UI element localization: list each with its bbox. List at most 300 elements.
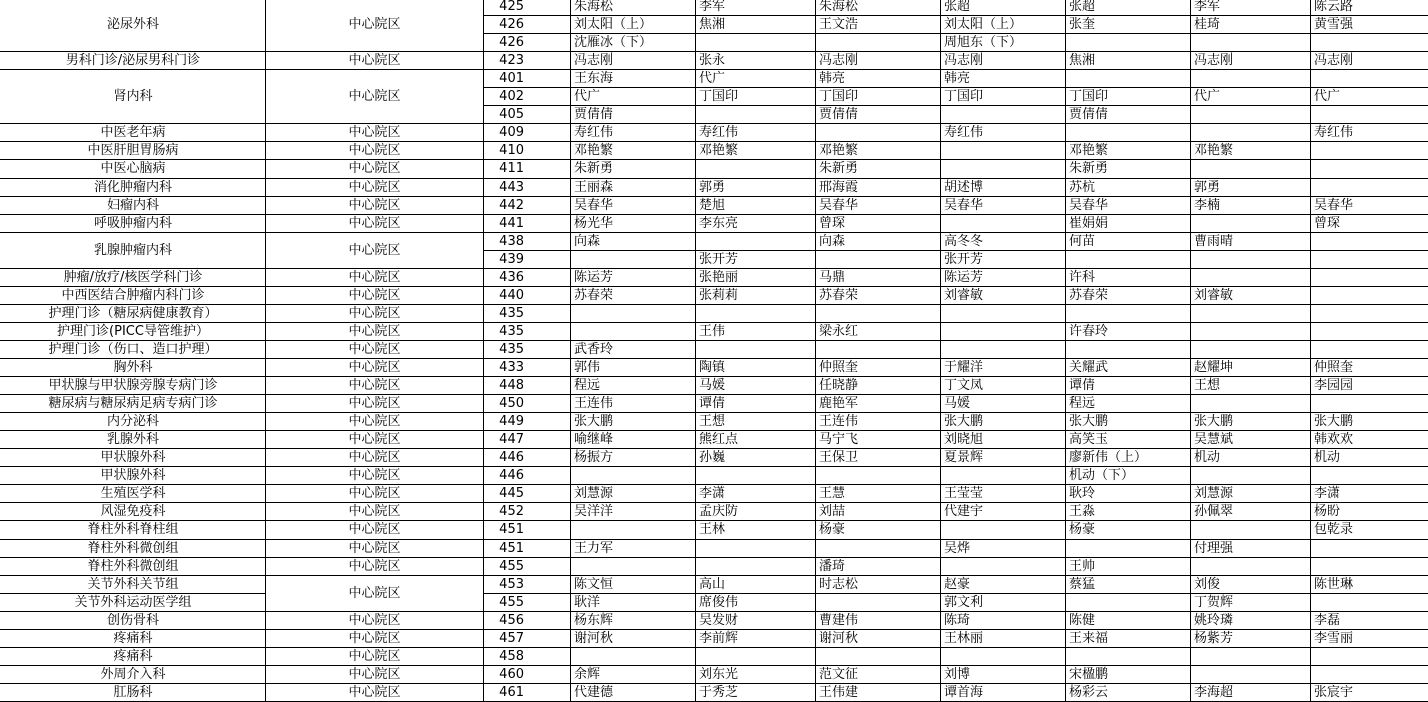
department-cell: 糖尿病与糖尿病足病专病门诊 <box>48 396 218 411</box>
doctor-cell: 王来福 <box>1069 631 1109 646</box>
doctor-cell: 程远 <box>1069 396 1096 411</box>
doctor-cell: 郭文利 <box>944 595 984 610</box>
doctor-cell: 李东亮 <box>699 216 739 231</box>
doctor-cell: 曾琛 <box>819 216 846 231</box>
department-cell: 护理门诊(PICC导管维护） <box>57 324 209 339</box>
doctor-cell: 焦湘 <box>1069 53 1096 68</box>
doctor-cell <box>1311 287 1428 304</box>
doctor-cell: 郭勇 <box>1194 180 1221 195</box>
doctor-cell: 任晓静 <box>819 378 859 393</box>
campus-cell: 中心院区 <box>348 450 401 465</box>
room-cell: 443 <box>499 180 524 195</box>
doctor-cell <box>1191 395 1313 412</box>
doctor-cell: 吴慧斌 <box>1194 432 1234 447</box>
campus-cell: 中心院区 <box>348 649 401 664</box>
doctor-cell <box>1311 305 1428 322</box>
doctor-cell <box>1191 160 1313 178</box>
doctor-cell: 王伟建 <box>819 685 859 700</box>
doctor-cell: 杨紫芳 <box>1194 631 1234 646</box>
doctor-cell: 周旭东（下） <box>944 35 1023 50</box>
doctor-cell: 王东海 <box>574 71 614 86</box>
department-cell: 疼痛科 <box>113 649 153 664</box>
doctor-cell <box>1066 124 1193 141</box>
doctor-cell: 张大鹏 <box>944 414 984 429</box>
campus-cell: 中心院区 <box>348 198 401 213</box>
room-cell: 438 <box>499 234 524 249</box>
doctor-cell: 曹雨晴 <box>1194 234 1234 249</box>
doctor-cell: 李潇 <box>699 486 726 501</box>
doctor-cell <box>1066 34 1193 51</box>
doctor-cell: 陈琦 <box>944 613 971 628</box>
doctor-cell: 姚玲璘 <box>1194 613 1234 628</box>
department-cell: 生殖医学科 <box>100 486 166 501</box>
doctor-cell: 孟庆防 <box>699 504 739 519</box>
campus-cell: 中心院区 <box>348 17 401 32</box>
room-cell: 446 <box>499 450 524 465</box>
doctor-cell: 宋楹鹏 <box>1069 667 1109 682</box>
doctor-cell: 许春玲 <box>1069 324 1109 339</box>
doctor-cell: 贾倩倩 <box>819 107 859 122</box>
doctor-cell: 杨光华 <box>574 216 614 231</box>
doctor-cell: 王淼 <box>1069 504 1096 519</box>
department-cell: 脊柱外科脊柱组 <box>87 522 179 537</box>
room-cell: 458 <box>499 649 524 664</box>
doctor-cell <box>571 558 698 575</box>
doctor-cell <box>1066 341 1193 358</box>
doctor-cell: 许科 <box>1069 270 1096 285</box>
doctor-cell: 马媛 <box>699 378 726 393</box>
doctor-cell <box>1191 467 1313 484</box>
department-cell: 肛肠科 <box>113 685 153 700</box>
doctor-cell: 喻继峰 <box>574 432 614 447</box>
doctor-cell <box>1311 594 1428 611</box>
doctor-cell: 王伟 <box>699 324 726 339</box>
room-cell: 426 <box>499 17 524 32</box>
doctor-cell: 丁国印 <box>944 89 984 104</box>
doctor-cell: 代建德 <box>574 685 614 700</box>
doctor-cell <box>571 305 698 322</box>
doctor-cell: 李潇 <box>1314 486 1341 501</box>
doctor-cell <box>1311 160 1428 178</box>
department-cell: 肾内科 <box>113 89 153 104</box>
doctor-cell: 吴洋洋 <box>574 504 614 519</box>
doctor-cell: 陈健 <box>1069 613 1096 628</box>
doctor-cell: 刘俊 <box>1194 577 1221 592</box>
doctor-cell: 杨盼 <box>1314 504 1341 519</box>
doctor-cell <box>816 305 943 322</box>
doctor-cell <box>1191 666 1313 683</box>
room-cell: 455 <box>499 595 524 610</box>
doctor-cell: 赵豪 <box>944 577 971 592</box>
room-cell: 423 <box>499 53 524 68</box>
doctor-cell <box>941 467 1068 484</box>
doctor-cell <box>816 124 943 141</box>
doctor-cell <box>696 305 818 322</box>
doctor-cell <box>1191 341 1313 358</box>
doctor-cell: 朱新勇 <box>574 161 614 176</box>
doctor-cell: 陈世琳 <box>1314 577 1354 592</box>
doctor-cell: 邓艳繁 <box>1194 143 1234 158</box>
campus-cell: 中心院区 <box>348 125 401 140</box>
doctor-cell <box>696 160 818 178</box>
room-cell: 402 <box>499 89 524 104</box>
campus-cell: 中心院区 <box>348 288 401 303</box>
doctor-cell: 桂琦 <box>1194 17 1221 32</box>
room-cell: 460 <box>499 667 524 682</box>
doctor-cell: 鹿艳军 <box>819 396 859 411</box>
doctor-cell <box>816 251 943 268</box>
department-cell: 乳腺肿瘤内科 <box>93 243 172 258</box>
doctor-cell <box>1311 269 1428 286</box>
doctor-cell: 王保卫 <box>819 450 859 465</box>
doctor-cell: 冯志刚 <box>1194 53 1234 68</box>
doctor-cell: 曹建伟 <box>819 613 859 628</box>
doctor-cell: 武香玲 <box>574 342 614 357</box>
doctor-cell <box>1311 251 1428 268</box>
doctor-cell: 程远 <box>574 378 601 393</box>
doctor-cell <box>696 341 818 358</box>
doctor-cell: 张奎 <box>1069 17 1096 32</box>
doctor-cell <box>816 540 943 557</box>
doctor-cell: 寿红伟 <box>1314 125 1354 140</box>
campus-cell: 中心院区 <box>348 432 401 447</box>
doctor-cell: 代广 <box>1314 89 1341 104</box>
doctor-cell: 贾倩倩 <box>574 107 614 122</box>
room-cell: 448 <box>499 378 524 393</box>
doctor-cell: 沈雁冰（下） <box>574 35 653 50</box>
room-cell: 447 <box>499 432 524 447</box>
doctor-cell: 张超 <box>944 0 971 14</box>
doctor-cell: 郭勇 <box>699 180 726 195</box>
doctor-cell: 代广 <box>574 89 601 104</box>
doctor-cell <box>696 467 818 484</box>
doctor-cell: 熊红点 <box>699 432 739 447</box>
doctor-cell: 张大鹏 <box>1194 414 1234 429</box>
doctor-cell <box>1311 34 1428 51</box>
department-cell: 甲状腺与甲状腺旁腺专病门诊 <box>48 378 218 393</box>
doctor-cell: 张大鹏 <box>1069 414 1109 429</box>
campus-cell: 中心院区 <box>348 270 401 285</box>
department-cell: 中医肝胆胃肠病 <box>87 143 179 158</box>
doctor-cell <box>571 521 698 539</box>
department-cell: 肿瘤/放疗/核医学科门诊 <box>63 270 203 285</box>
department-cell: 甲状腺外科 <box>100 450 166 465</box>
room-cell: 461 <box>499 685 524 700</box>
doctor-cell: 张永 <box>699 53 726 68</box>
doctor-cell: 丁国印 <box>699 89 739 104</box>
doctor-cell: 耿洋 <box>574 595 601 610</box>
department-cell: 男科门诊/泌尿男科门诊 <box>65 53 201 68</box>
doctor-cell: 韩亮 <box>944 71 971 86</box>
room-cell: 451 <box>499 541 524 556</box>
doctor-cell <box>571 467 698 484</box>
doctor-cell <box>696 540 818 557</box>
doctor-cell: 刘晓旭 <box>944 432 984 447</box>
doctor-cell: 向森 <box>574 234 601 249</box>
doctor-cell: 刘太阳（上） <box>574 17 653 32</box>
doctor-cell: 焦湘 <box>699 17 726 32</box>
room-cell: 440 <box>499 288 524 303</box>
doctor-cell: 陈运芳 <box>944 270 984 285</box>
doctor-cell: 刘慧源 <box>574 486 614 501</box>
doctor-cell <box>571 251 698 268</box>
doctor-cell: 王力军 <box>574 541 614 556</box>
room-cell: 409 <box>499 125 524 140</box>
doctor-cell <box>1191 269 1313 286</box>
department-cell: 中医心脑病 <box>100 161 166 176</box>
campus-cell: 中心院区 <box>348 89 401 104</box>
doctor-cell: 郭伟 <box>574 360 601 375</box>
room-cell: 455 <box>499 559 524 574</box>
room-cell: 452 <box>499 504 524 519</box>
doctor-cell: 向森 <box>819 234 846 249</box>
doctor-cell: 何苗 <box>1069 234 1096 249</box>
doctor-cell: 王帅 <box>1069 559 1096 574</box>
doctor-cell: 潘琦 <box>819 559 846 574</box>
doctor-cell: 夏景辉 <box>944 450 984 465</box>
room-cell: 446 <box>499 468 524 483</box>
doctor-cell: 崔娟娟 <box>1069 216 1109 231</box>
doctor-cell: 时志松 <box>819 577 859 592</box>
doctor-cell: 王林丽 <box>944 631 984 646</box>
campus-cell: 中心院区 <box>348 504 401 519</box>
campus-cell: 中心院区 <box>348 360 401 375</box>
doctor-cell: 余辉 <box>574 667 601 682</box>
doctor-cell <box>571 648 698 665</box>
doctor-cell: 包乾录 <box>1314 522 1354 537</box>
doctor-cell: 刘太阳（上） <box>944 17 1023 32</box>
doctor-cell: 吴烨 <box>944 541 971 556</box>
doctor-cell: 谭首海 <box>944 685 984 700</box>
doctor-cell <box>696 34 818 51</box>
doctor-cell <box>941 106 1068 123</box>
doctor-cell: 耿玲 <box>1069 486 1096 501</box>
doctor-cell <box>1311 179 1428 196</box>
doctor-cell: 张开芳 <box>944 252 984 267</box>
room-cell: 405 <box>499 107 524 122</box>
campus-cell: 中心院区 <box>348 143 401 158</box>
doctor-cell: 曾琛 <box>1314 216 1341 231</box>
doctor-cell: 李楠 <box>1194 198 1221 213</box>
doctor-cell: 王文浩 <box>819 17 859 32</box>
doctor-cell: 李军 <box>1194 0 1221 14</box>
room-cell: 426 <box>499 35 524 50</box>
campus-cell: 中心院区 <box>348 685 401 700</box>
doctor-cell: 黄雪强 <box>1314 17 1354 32</box>
doctor-cell <box>1311 341 1428 358</box>
doctor-cell: 杨豪 <box>1069 522 1096 537</box>
doctor-cell: 邓艳繁 <box>1069 143 1109 158</box>
department-cell: 内分泌科 <box>106 414 159 429</box>
doctor-cell: 杨彩云 <box>1069 685 1109 700</box>
department-cell: 护理门诊（糖尿病健康教育） <box>48 306 218 321</box>
doctor-cell: 王莹莹 <box>944 486 984 501</box>
doctor-cell <box>816 648 943 665</box>
campus-cell: 中心院区 <box>348 522 401 537</box>
doctor-cell <box>941 142 1068 159</box>
doctor-cell <box>816 594 943 611</box>
doctor-cell <box>1311 395 1428 412</box>
department-cell: 关节外科关节组 <box>87 577 179 592</box>
doctor-cell: 范文征 <box>819 667 859 682</box>
room-cell: 441 <box>499 216 524 231</box>
doctor-cell: 孙巍 <box>699 450 726 465</box>
campus-cell: 中心院区 <box>348 486 401 501</box>
department-cell: 中西医结合肿瘤内科门诊 <box>61 288 205 303</box>
doctor-cell: 马宁飞 <box>819 432 859 447</box>
doctor-cell: 贾倩倩 <box>1069 107 1109 122</box>
doctor-cell: 王想 <box>1194 378 1221 393</box>
doctor-cell: 代广 <box>699 71 726 86</box>
campus-cell: 中心院区 <box>348 396 401 411</box>
doctor-cell: 冯志刚 <box>944 53 984 68</box>
doctor-cell: 梁永红 <box>819 324 859 339</box>
doctor-cell: 杨东辉 <box>574 613 614 628</box>
doctor-cell <box>1066 648 1193 665</box>
campus-cell: 中心院区 <box>348 541 401 556</box>
doctor-cell: 高笑玉 <box>1069 432 1109 447</box>
campus-cell: 中心院区 <box>348 414 401 429</box>
doctor-cell: 张大鹏 <box>574 414 614 429</box>
doctor-cell: 吴发财 <box>699 613 739 628</box>
doctor-cell: 吴春华 <box>1069 198 1109 213</box>
doctor-cell: 陈运芳 <box>574 270 614 285</box>
department-cell: 呼吸肿瘤内科 <box>93 216 172 231</box>
doctor-cell: 孙佩翠 <box>1194 504 1234 519</box>
doctor-cell <box>1066 305 1193 322</box>
doctor-cell: 王丽森 <box>574 180 614 195</box>
doctor-cell: 代广 <box>1194 89 1221 104</box>
doctor-cell: 陶镇 <box>699 360 726 375</box>
campus-cell: 中心院区 <box>348 53 401 68</box>
doctor-cell <box>1066 251 1193 268</box>
campus-cell: 中心院区 <box>348 468 401 483</box>
doctor-cell: 陈云路 <box>1314 0 1354 14</box>
doctor-cell <box>941 323 1068 340</box>
doctor-cell: 张大鹏 <box>1314 414 1354 429</box>
campus-cell: 中心院区 <box>348 180 401 195</box>
doctor-cell: 王连伟 <box>819 414 859 429</box>
campus-cell: 中心院区 <box>348 342 401 357</box>
doctor-cell: 李海超 <box>1194 685 1234 700</box>
room-cell: 442 <box>499 198 524 213</box>
doctor-cell: 张宸宇 <box>1314 685 1354 700</box>
campus-cell: 中心院区 <box>348 161 401 176</box>
doctor-cell <box>696 648 818 665</box>
doctor-cell: 赵耀坤 <box>1194 360 1234 375</box>
doctor-cell: 王连伟 <box>574 396 614 411</box>
doctor-cell: 刘东光 <box>699 667 739 682</box>
department-cell: 泌尿外科 <box>106 17 159 32</box>
doctor-cell: 仲照奎 <box>819 360 859 375</box>
room-cell: 456 <box>499 613 524 628</box>
doctor-cell: 机动 <box>1194 450 1221 465</box>
doctor-cell: 朱海松 <box>819 0 859 14</box>
doctor-cell <box>696 233 818 250</box>
campus-cell: 中心院区 <box>348 243 401 258</box>
doctor-cell <box>1311 648 1428 665</box>
doctor-cell <box>1191 106 1313 123</box>
department-cell: 疼痛科 <box>113 631 153 646</box>
room-cell: 435 <box>499 342 524 357</box>
doctor-cell <box>1311 233 1428 250</box>
doctor-cell <box>1191 305 1313 322</box>
campus-cell: 中心院区 <box>348 324 401 339</box>
doctor-cell <box>1191 34 1313 51</box>
doctor-cell <box>816 467 943 484</box>
doctor-cell <box>941 341 1068 358</box>
doctor-cell: 冯志刚 <box>819 53 859 68</box>
doctor-cell: 苏春荣 <box>819 288 859 303</box>
doctor-cell: 张超 <box>1069 0 1096 14</box>
doctor-cell: 机动（下） <box>1069 468 1135 483</box>
doctor-cell <box>1311 467 1428 484</box>
room-cell: 439 <box>499 252 524 267</box>
doctor-cell: 关耀武 <box>1069 360 1109 375</box>
campus-cell: 中心院区 <box>348 378 401 393</box>
doctor-cell <box>1191 648 1313 665</box>
department-cell: 甲状腺外科 <box>100 468 166 483</box>
doctor-cell: 仲照奎 <box>1314 360 1354 375</box>
doctor-cell: 韩欢欢 <box>1314 432 1354 447</box>
doctor-cell: 冯志刚 <box>574 53 614 68</box>
doctor-cell <box>1191 70 1313 87</box>
doctor-cell: 高山 <box>699 577 726 592</box>
doctor-cell <box>941 305 1068 322</box>
doctor-cell: 李雪丽 <box>1314 631 1354 646</box>
doctor-cell <box>1311 666 1428 683</box>
doctor-cell: 谢河秋 <box>574 631 614 646</box>
campus-cell: 中心院区 <box>348 613 401 628</box>
room-cell: 401 <box>499 71 524 86</box>
doctor-cell: 丁文凤 <box>944 378 984 393</box>
doctor-cell <box>941 521 1068 539</box>
room-cell: 449 <box>499 414 524 429</box>
doctor-cell: 于耀洋 <box>944 360 984 375</box>
doctor-cell: 吴春华 <box>574 198 614 213</box>
doctor-cell: 张开芳 <box>699 252 739 267</box>
room-cell: 435 <box>499 306 524 321</box>
department-cell: 妇瘤内科 <box>106 198 159 213</box>
doctor-cell: 廖新伟（上） <box>1069 450 1148 465</box>
doctor-cell: 韩亮 <box>819 71 846 86</box>
doctor-cell: 谭倩 <box>1069 378 1096 393</box>
doctor-cell <box>941 648 1068 665</box>
doctor-cell: 李前辉 <box>699 631 739 646</box>
doctor-cell <box>1066 594 1193 611</box>
doctor-cell: 朱海松 <box>574 0 614 14</box>
doctor-cell <box>941 160 1068 178</box>
doctor-cell: 代建宇 <box>944 504 984 519</box>
doctor-cell: 寿红伟 <box>574 125 614 140</box>
doctor-cell: 寿红伟 <box>944 125 984 140</box>
doctor-cell <box>1311 323 1428 340</box>
doctor-cell <box>816 34 943 51</box>
doctor-cell: 冯志刚 <box>1314 53 1354 68</box>
room-cell: 457 <box>499 631 524 646</box>
doctor-cell: 王林 <box>699 522 726 537</box>
doctor-cell: 丁国印 <box>1069 89 1109 104</box>
doctor-cell: 寿红伟 <box>699 125 739 140</box>
doctor-cell <box>1191 323 1313 340</box>
doctor-cell <box>1191 251 1313 268</box>
doctor-cell <box>696 558 818 575</box>
doctor-cell: 于秀芝 <box>699 685 739 700</box>
doctor-cell: 朱新勇 <box>1069 161 1109 176</box>
doctor-cell: 马鼎 <box>819 270 846 285</box>
doctor-cell: 张艳丽 <box>699 270 739 285</box>
doctor-cell: 刘博 <box>944 667 971 682</box>
